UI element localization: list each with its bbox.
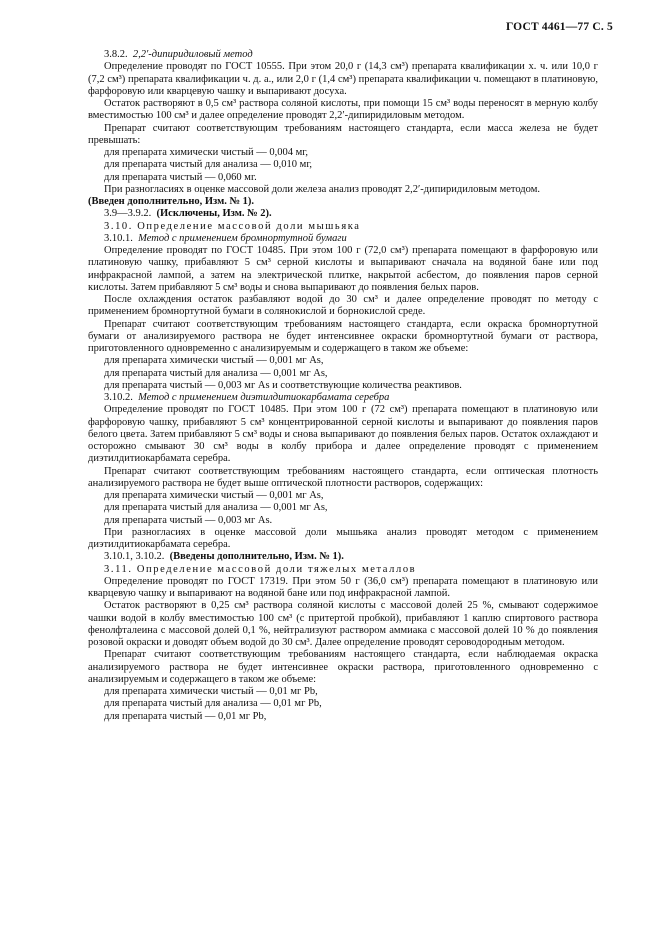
paragraph: Препарат считают соответствующим требованиям настоящего стандарта, если масса железа не будет превышать: [88,122,598,146]
section-heading-3-9 [88,208,598,220]
section-heading-3-10: 3.10. Определение массовой доли мышьяка [104,220,361,232]
paragraph: После охлаждения остаток разбавляют водой до 30 см³ и далее определение проводят по методу с применением бромнортутной бумаги в солянокислой и борнокислой среде. [88,294,598,318]
page-header: ГОСТ 4461—77 С. 5 [505,21,613,33]
section-number: 3.10.1, 3.10.2. [104,551,165,563]
amendment-line [88,551,598,563]
section-heading-3-10-1 [88,233,598,245]
section-title: Метод с применением диэтилдитиокарбамата серебра [138,392,390,403]
paragraph: Определение проводят по ГОСТ 10485. При этом 100 г (72,0 см³) препарата помещают в фарфоровую или платиновую чашку, прибавляют 5 см³ серной кислоты и выпаривают сначала на водяной бане или под инфракрасной лампой, а затем на электрической плитке, накрытой асбестом, до появления паров серной кислоты. Затем прибавляют 5 см³ воды и снова выпаривают до появления белых паров. [88,245,598,293]
paragraph: При разногласиях в оценке массовой доли железа анализ проводят 2,2′-дипиридиловым методом. [104,183,540,195]
paragraph: Определение проводят по ГОСТ 17319. При этом 50 г (36,0 см³) препарата помещают в платиновую или кварцевую чашку и выпаривают на водяной бане или под инфракрасной лампой. [88,575,598,599]
paragraph: Определение проводят по ГОСТ 10485. При этом 100 г (72 см³) препарата помещают в платиновую или фарфоровую чашку, прибавляют 5 см³ концентрированной серной кислоты и выпаривают до появления паров белого цвета. Затем прибавляют 5 см³ воды и снова выпаривают до появления белых паров. Остаток охлаждают и осторожно смывают 30 см³ воды в колбу прибора и далее определение проводят с применением диэтилдитиокарбамата серебра. [88,404,598,465]
paragraph: Препарат считают соответствующим требованиям настоящего стандарта, если оптическая плотность анализируемого раствора не будет выше оптической плотности растворов, содержащих: [88,465,598,489]
section-title: 2,2′-дипиридиловый метод [132,49,253,60]
paragraph: Препарат считают соответствующим требованиям настоящего стандарта, если наблюдаемая окраска анализируемого раствора не будет интенсивнее окраски раствора, приготовленного одновременно с анализируемым и содержащего в таком же объеме: [88,649,598,685]
list-item: для препарата химически чистый — 0,004 мг, [104,147,309,158]
section-heading-3-8-2 [88,49,598,61]
list-item: для препарата химически чистый — 0,001 мг As, [104,490,324,501]
section-heading-3-10-2 [88,392,598,404]
section-number: 3.10.2. [104,392,133,403]
list-item: для препарата чистый для анализа — 0,001 мг As, [104,502,328,514]
section-number: 3.8.2. [104,49,128,60]
paragraph: Остаток растворяют в 0,25 см³ раствора соляной кислоты с массовой долей 25 %, смывают содержимое чашки водой в колбу вместимостью 100 см³ (с притертой пробкой), прибавляют 1 каплю спиртового раствора фенолфталеина с массовой долей 0,1 %, нейтрализуют раствором аммиака с массовой долей 10 % до появления розовой окраски и доводят объем водой до 30 см³. Далее определение проводят сероводородным методом. [88,600,598,648]
paragraph: Определение проводят по ГОСТ 10555. При этом 20,0 г (14,3 см³) препарата квалификации х. ч. или 10,0 г (7,2 см³) препарата квалификации ч. д. а., или 2,0 г (1,4 см³) препарата квалификации ч. помещают в платиновую, фарфоровую или кварцевую чашку и выпаривают досуха. [88,61,598,97]
list-item: для препарата химически чистый — 0,01 мг Pb, [104,686,318,697]
list-item: для препарата чистый — 0,003 мг As. [104,514,273,526]
list-item: для препарата чистый — 0,060 мг. [104,171,257,183]
section-title: Метод с применением бромнортутной бумаги [138,232,347,244]
amendment-note: (Исключены, Изм. № 2). [156,208,272,220]
amendment-note: (Введен дополнительно, Изм. № 1). [88,196,255,207]
section-number: 3.10.1. [104,232,133,244]
section-number: 3.9—3.9.2. [104,208,152,220]
section-heading-3-11: 3.11. Определение массовой доли тяжелых металлов [104,563,417,575]
list-item: для препарата чистый для анализа — 0,01 мг Pb, [104,698,322,710]
list-item: для препарата чистый — 0,003 мг As и соответствующие количества реактивов. [104,379,462,391]
document-body [88,49,598,723]
amendment-note: (Введены дополнительно, Изм. № 1). [169,551,344,563]
list-item: для препарата чистый — 0,01 мг Pb, [104,710,267,722]
paragraph: Остаток растворяют в 0,5 см³ раствора соляной кислоты, при помощи 15 см³ воды переносят в мерную колбу вместимостью 100 см³ и далее определение проводят 2,2′-дипиридиловым методом. [88,98,598,122]
paragraph: При разногласиях в оценке массовой доли мышьяка анализ проводят методом с применением диэтилдитиокарбамата серебра. [88,526,598,550]
list-item: для препарата чистый для анализа — 0,010 мг, [104,159,313,171]
list-item: для препарата чистый для анализа — 0,001 мг As, [104,367,328,379]
list-item: для препарата химически чистый — 0,001 мг As, [104,355,324,367]
paragraph: Препарат считают соответствующим требованиям настоящего стандарта, если окраска бромнортутной бумаги от анализируемого раствора не будет интенсивнее окраски бромнортутной бумаги от раствора, приготовленного одновременно с анализируемым и содержащего в таком же объеме: [88,318,598,354]
